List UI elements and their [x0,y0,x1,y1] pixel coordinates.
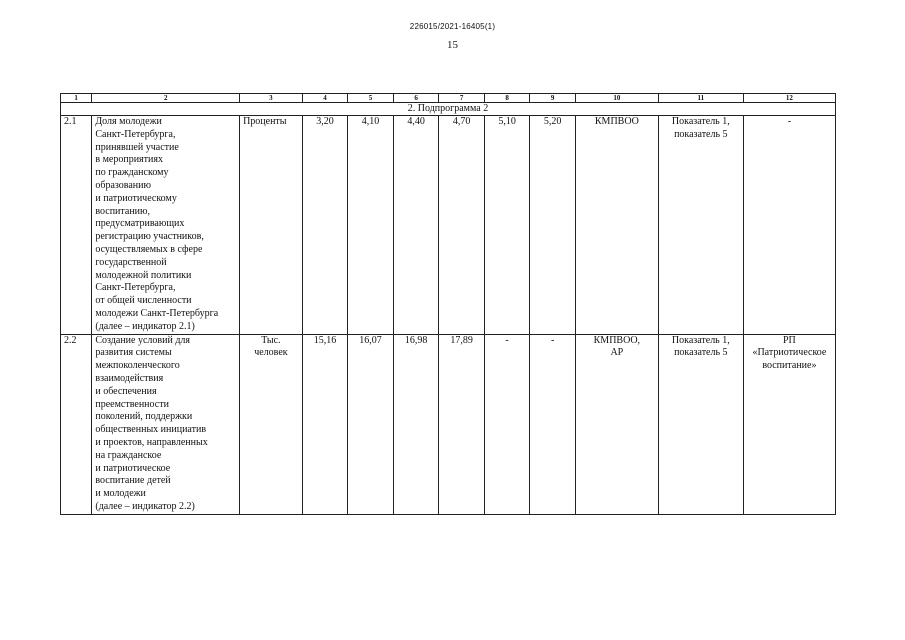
column-number: 8 [484,94,530,103]
value-col-4: 3,20 [302,116,348,335]
row-number: 2.2 [61,334,92,514]
indicator-name: Создание условий для развития системы межпоколенческого взаимодействия и обеспечения преемственности поколений, поддержки общественных инициатив и проектов, направленных на гражданское и патриотическое воспитание детей и молодежи (далее – индикатор 2.2) [92,334,240,514]
section-title: 2. Подпрограмма 2 [61,103,836,116]
page-number: 15 [447,39,458,51]
value-col-9: 5,20 [530,116,576,335]
value-col-9: - [530,334,576,514]
value-col-8: - [484,334,530,514]
unit: Тыс. человек [240,334,303,514]
value-col-6: 16,98 [393,334,439,514]
column-number: 2 [92,94,240,103]
column-numbers-row [61,94,836,103]
value-col-6: 4,40 [393,116,439,335]
related-indicators: Показатель 1, показатель 5 [658,334,743,514]
document-id: 226015/2021-16405(1) [409,22,496,31]
executor: КМПВОО [575,116,658,335]
column-number: 9 [530,94,576,103]
indicator-name: Доля молодежи Санкт-Петербурга, принявшей участие в мероприятиях по гражданскому образованию и патриотическому воспитанию, предусматривающих регистрацию участников, осуществляемых в сфере государственной молодежной политики Санкт-Петербурга, от общей численности молодежи Санкт-Петербурга (далее – индикатор 2.1) [92,116,240,335]
column-number: 4 [302,94,348,103]
unit: Проценты [240,116,303,335]
value-col-7: 4,70 [439,116,485,335]
column-number: 7 [439,94,485,103]
value-col-7: 17,89 [439,334,485,514]
column-number: 5 [348,94,394,103]
executor: КМПВОО, АР [575,334,658,514]
column-number: 12 [743,94,835,103]
project: - [743,116,835,335]
column-number: 10 [575,94,658,103]
value-col-8: 5,10 [484,116,530,335]
related-indicators: Показатель 1, показатель 5 [658,116,743,335]
project: РП «Патриотическое воспитание» [743,334,835,514]
column-number: 3 [240,94,303,103]
column-number: 11 [658,94,743,103]
column-number: 6 [393,94,439,103]
table-row [61,116,836,335]
indicators-table [60,93,836,515]
table-row [61,334,836,514]
value-col-5: 16,07 [348,334,394,514]
section-header-row [61,103,836,116]
value-col-4: 15,16 [302,334,348,514]
row-number: 2.1 [61,116,92,335]
column-number: 1 [61,94,92,103]
value-col-5: 4,10 [348,116,394,335]
